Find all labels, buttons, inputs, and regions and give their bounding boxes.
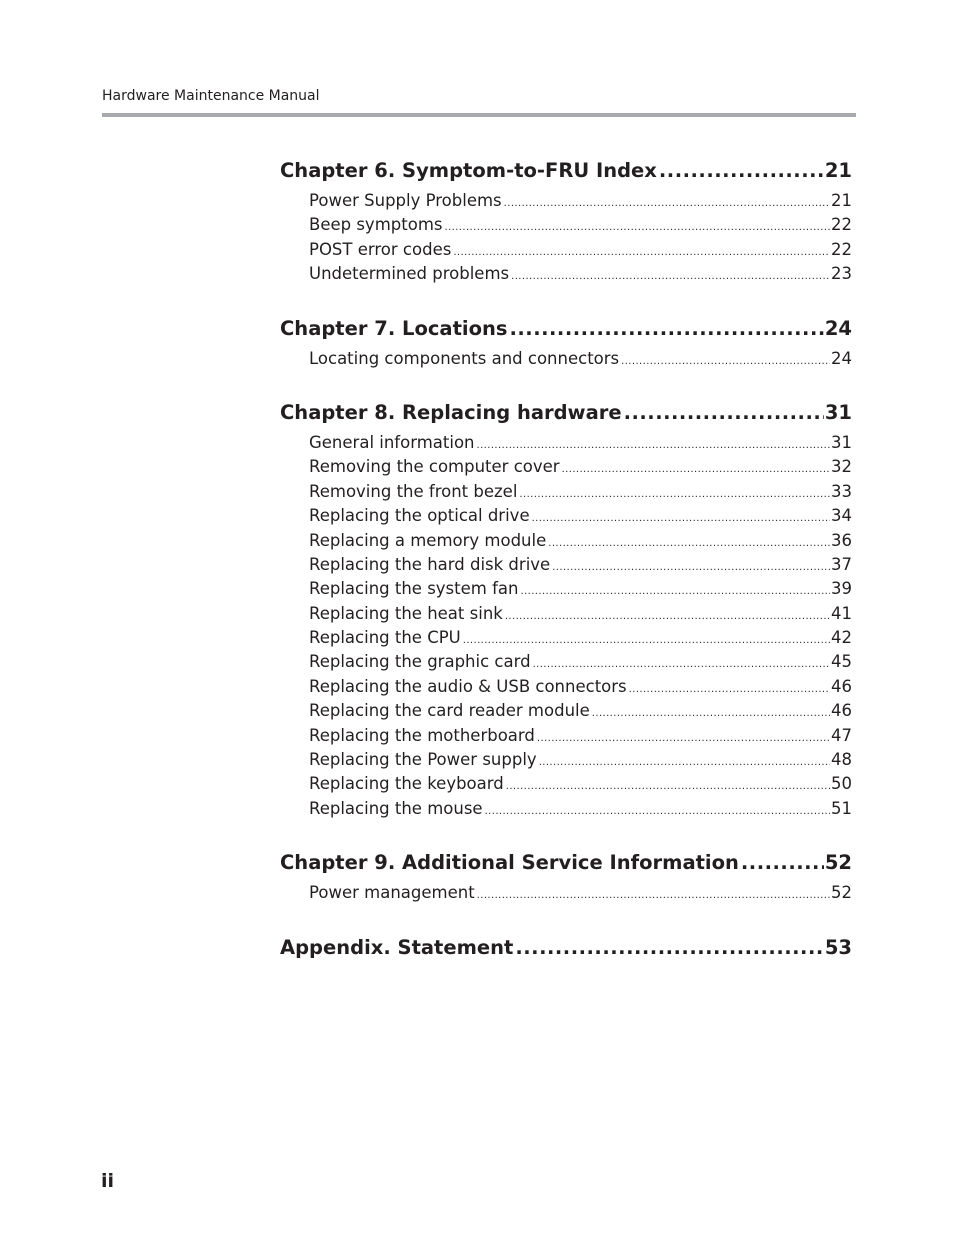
toc-entry-label: Removing the computer cover <box>309 457 560 477</box>
dot-leader <box>444 216 830 240</box>
toc-entry-page: 31 <box>831 432 852 452</box>
dot-leader <box>477 884 830 908</box>
dot-leader <box>592 702 830 726</box>
toc-chapter-heading[interactable] <box>280 398 852 428</box>
toc-entry[interactable] <box>309 626 852 650</box>
toc-chapter-heading[interactable] <box>280 848 852 878</box>
running-header: Hardware Maintenance Manual <box>102 88 320 104</box>
toc-entry-label: Replacing the optical drive <box>309 506 530 526</box>
toc-entry[interactable] <box>309 553 852 577</box>
toc-entry-page: 45 <box>831 652 852 672</box>
dot-leader <box>515 933 824 963</box>
toc-entry[interactable] <box>309 455 852 479</box>
toc-entry-page: 39 <box>831 579 852 599</box>
toc-chapter <box>280 156 852 287</box>
dot-leader <box>506 775 830 799</box>
toc-entry[interactable] <box>309 650 852 674</box>
toc-entry-label: Replacing the mouse <box>309 798 483 818</box>
page-number: ii <box>101 1170 115 1192</box>
header-rule <box>102 113 856 117</box>
dot-leader <box>562 458 830 482</box>
dot-leader <box>511 265 830 289</box>
toc-entry[interactable] <box>309 724 852 748</box>
dot-leader <box>509 314 823 344</box>
toc-entry-page: 41 <box>831 603 852 623</box>
toc-entry[interactable] <box>309 797 852 821</box>
toc-entry-page: 22 <box>831 215 852 235</box>
dot-leader <box>552 556 830 580</box>
toc-entry[interactable] <box>309 529 852 553</box>
dot-leader <box>539 751 830 775</box>
toc-chapter-page: 52 <box>824 851 852 875</box>
toc-entry-page: 46 <box>831 676 852 696</box>
toc-entry-page: 51 <box>831 798 852 818</box>
toc-entry-label: Replacing the hard disk drive <box>309 554 551 574</box>
toc-entry[interactable] <box>309 262 852 286</box>
toc-entry-page: 24 <box>831 348 852 368</box>
toc-entry-label: Replacing the system fan <box>309 579 519 599</box>
dot-leader <box>532 507 830 531</box>
toc-chapter-title: Appendix. Statement <box>280 935 514 959</box>
dot-leader <box>629 678 830 702</box>
toc-entry-label: Replacing the heat sink <box>309 603 503 623</box>
toc-entry-page: 50 <box>831 774 852 794</box>
toc-entry-label: Replacing the CPU <box>309 628 461 648</box>
dot-leader <box>505 605 830 629</box>
toc-entry-label: Beep symptoms <box>309 215 443 235</box>
toc-chapter-page: 31 <box>824 400 852 424</box>
toc-entry[interactable] <box>309 675 852 699</box>
toc-entry-page: 48 <box>831 750 852 770</box>
toc-entry-label: Replacing the Power supply <box>309 750 537 770</box>
dot-leader <box>519 483 830 507</box>
toc-entry-page: 36 <box>831 530 852 550</box>
toc-entry-label: General information <box>309 432 475 452</box>
toc-entry-page: 23 <box>831 264 852 284</box>
toc-chapter-page: 21 <box>824 159 852 182</box>
toc-chapter-page: 24 <box>824 316 852 340</box>
toc-entry-page: 52 <box>831 883 852 903</box>
dot-leader <box>504 192 830 216</box>
toc-entry[interactable] <box>309 347 852 371</box>
toc-entry-page: 34 <box>831 506 852 526</box>
toc-entry-page: 46 <box>831 701 852 721</box>
table-of-contents <box>280 156 852 990</box>
toc-chapter-heading[interactable] <box>280 314 852 344</box>
toc-entry-page: 21 <box>831 191 852 210</box>
toc-entry-label: POST error codes <box>309 239 452 259</box>
toc-entry[interactable] <box>309 431 852 455</box>
dot-leader <box>485 800 830 824</box>
toc-entry[interactable] <box>309 504 852 528</box>
toc-entry-label: Undetermined problems <box>309 264 510 284</box>
toc-chapter <box>280 398 852 821</box>
toc-entry-page: 37 <box>831 554 852 574</box>
dot-leader <box>548 532 830 556</box>
toc-entry-label: Locating components and connectors <box>309 348 620 368</box>
toc-chapter-title: Chapter 6. Symptom-to-FRU Index <box>280 159 657 182</box>
toc-entry-page: 42 <box>831 628 852 648</box>
dot-leader <box>520 580 830 604</box>
toc-entry-label: Removing the front bezel <box>309 481 518 501</box>
toc-chapter <box>280 314 852 371</box>
toc-entry[interactable] <box>309 480 852 504</box>
dot-leader <box>621 350 830 374</box>
toc-entry-label: Power management <box>309 883 475 903</box>
dot-leader <box>741 848 824 878</box>
toc-chapter-title: Chapter 9. Additional Service Information <box>280 851 739 875</box>
toc-entry[interactable] <box>309 602 852 626</box>
toc-entry[interactable] <box>309 748 852 772</box>
toc-entry-label: Replacing the card reader module <box>309 701 590 721</box>
toc-chapter <box>280 848 852 905</box>
toc-entry-label: Power Supply Problems <box>309 191 502 210</box>
toc-entry[interactable] <box>309 772 852 796</box>
toc-entry-label: Replacing the graphic card <box>309 652 531 672</box>
dot-leader <box>537 727 830 751</box>
toc-chapter-title: Chapter 7. Locations <box>280 316 508 340</box>
toc-entry[interactable] <box>309 213 852 237</box>
toc-entry-label: Replacing the audio & USB connectors <box>309 676 627 696</box>
toc-entry[interactable] <box>309 189 852 213</box>
toc-entry-label: Replacing the keyboard <box>309 774 504 794</box>
toc-chapter <box>280 933 852 963</box>
toc-entry[interactable] <box>309 881 852 905</box>
toc-entry[interactable] <box>309 699 852 723</box>
toc-entry-page: 47 <box>831 725 852 745</box>
toc-entry-page: 32 <box>831 457 852 477</box>
toc-entry-label: Replacing the motherboard <box>309 725 535 745</box>
toc-chapter-page: 53 <box>824 935 852 959</box>
dot-leader <box>659 156 824 186</box>
toc-chapter-heading[interactable] <box>280 156 852 186</box>
dot-leader <box>624 398 824 428</box>
toc-chapter-heading[interactable] <box>280 933 852 963</box>
dot-leader <box>453 241 830 265</box>
toc-entry-page: 33 <box>831 481 852 501</box>
toc-entry[interactable] <box>309 577 852 601</box>
toc-entry[interactable] <box>309 238 852 262</box>
toc-entry-label: Replacing a memory module <box>309 530 547 550</box>
toc-chapter-title: Chapter 8. Replacing hardware <box>280 400 622 424</box>
toc-entry-page: 22 <box>831 239 852 259</box>
